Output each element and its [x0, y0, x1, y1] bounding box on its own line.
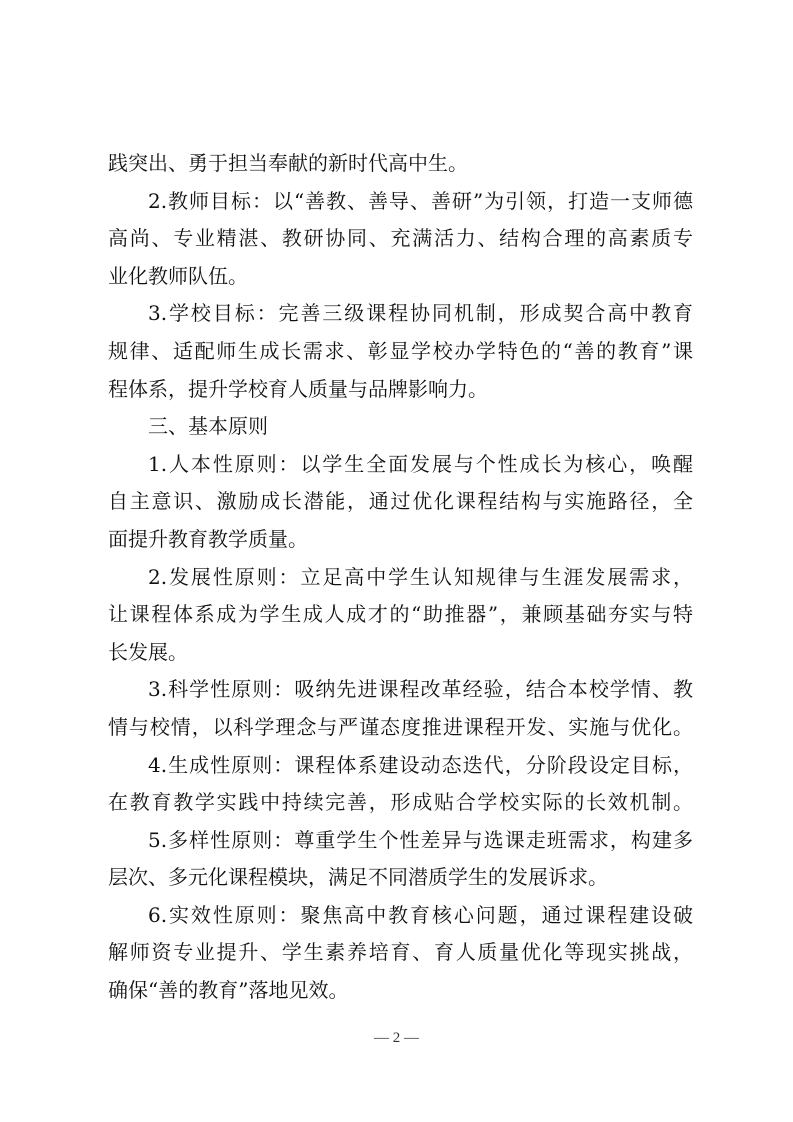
text-line: 面提升教育教学质量。	[108, 526, 308, 551]
section-heading: 三、基本原则	[148, 414, 268, 439]
text-line: 解师资专业提升、学生素养培育、育人质量优化等现实挑战，	[108, 940, 693, 965]
text-line: 情与校情，以科学理念与严谨态度推进课程开发、实施与优化。	[108, 714, 693, 739]
text-line: 让课程体系成为学生成人成才的“助推器”，兼顾基础夯实与特	[108, 602, 693, 627]
text-line: 3.学校目标：完善三级课程协同机制，形成契合高中教育	[148, 301, 693, 326]
text-line: 5.多样性原则：尊重学生个性差异与选课走班需求，构建多	[148, 827, 693, 852]
text-line: 2.发展性原则：立足高中学生认知规律与生涯发展需求，	[148, 564, 693, 589]
text-line: 业化教师队伍。	[108, 263, 248, 288]
text-line: 在教育教学实践中持续完善，形成贴合学校实际的长效机制。	[108, 790, 693, 815]
text-line: 层次、多元化课程模块，满足不同潜质学生的发展诉求。	[108, 865, 608, 890]
text-line: 1.人本性原则：以学生全面发展与个性成长为核心，唤醒	[148, 451, 693, 476]
text-line: 践突出、勇于担当奉献的新时代高中生。	[108, 151, 468, 175]
page-number: — 2 —	[374, 1030, 419, 1046]
text-line: 高尚、专业精湛、教研协同、充满活力、结构合理的高素质专	[108, 226, 693, 251]
text-line: 2.教师目标：以“善教、善导、善研”为引领，打造一支师德	[148, 188, 693, 213]
text-line: 规律、适配师生成长需求、彰显学校办学特色的“善的教育”课	[108, 338, 693, 363]
text-line: 确保“善的教育”落地见效。	[108, 978, 349, 1003]
text-line: 4.生成性原则：课程体系建设动态迭代，分阶段设定目标，	[148, 752, 693, 777]
text-line: 程体系，提升学校育人质量与品牌影响力。	[108, 376, 488, 401]
text-line: 3.科学性原则：吸纳先进课程改革经验，结合本校学情、教	[148, 677, 693, 702]
text-line: 自主意识、激励成长潜能，通过优化课程结构与实施路径，全	[108, 489, 693, 514]
text-line: 6.实效性原则：聚焦高中教育核心问题，通过课程建设破	[148, 902, 693, 927]
body-text	[108, 145, 693, 1010]
text-line: 长发展。	[108, 639, 188, 664]
